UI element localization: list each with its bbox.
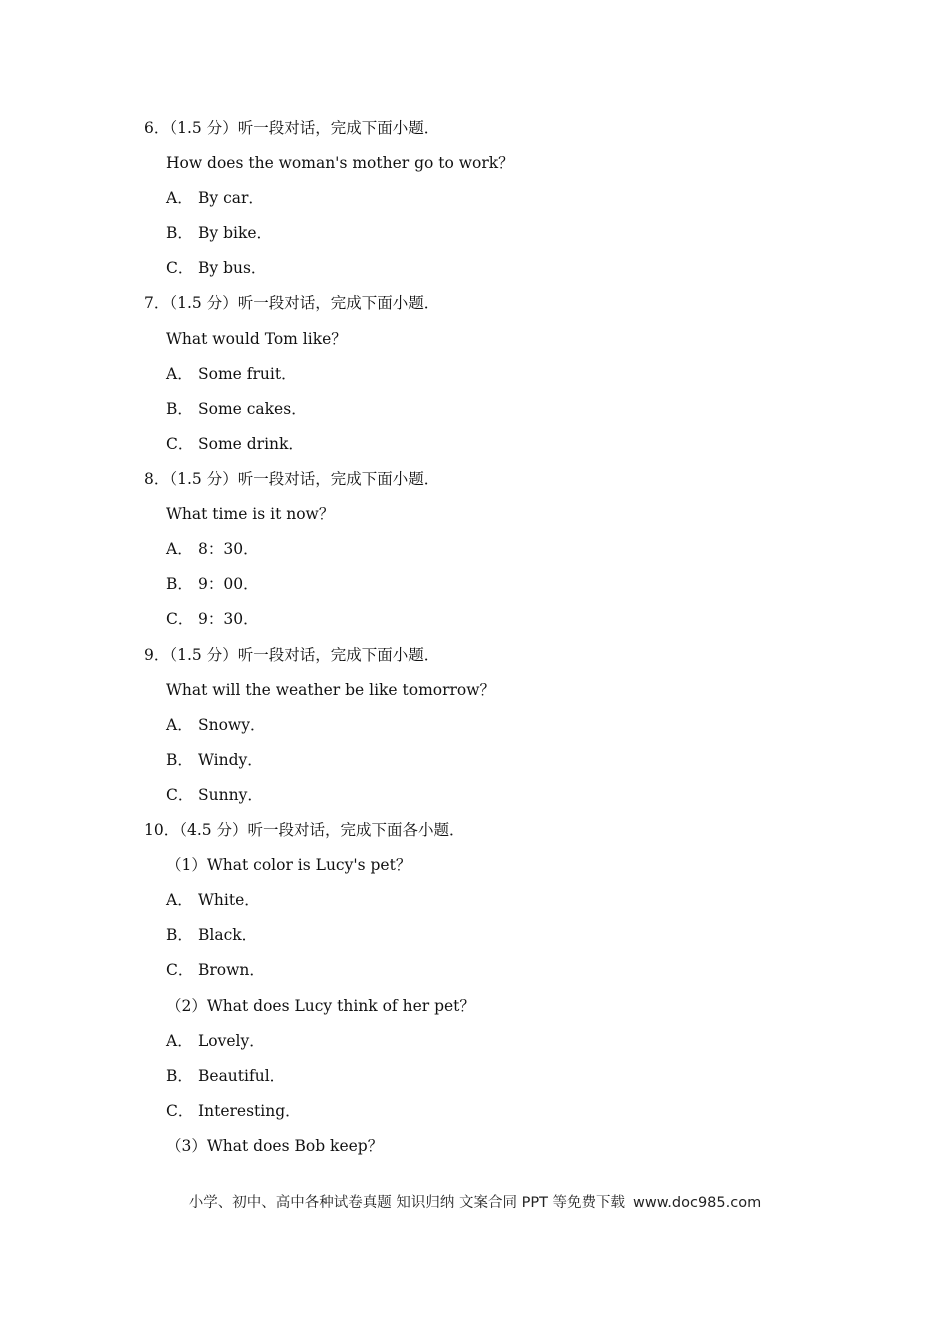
question-9-option-c[interactable] <box>166 785 263 805</box>
question-6-option-a[interactable] <box>166 188 264 208</box>
question-10-header: 10．（4.5 分）听一段对话，完成下面各小题． <box>144 821 465 839</box>
option-letter: A． <box>166 365 193 383</box>
question-6-header: 6．（1.5 分）听一段对话，完成下面小题． <box>144 119 440 137</box>
option-text: Brown． <box>198 961 265 979</box>
question-10-2-prompt: （2）What does Lucy think of her pet？ <box>166 997 475 1015</box>
question-8-header: 8．（1.5 分）听一段对话，完成下面小题． <box>144 470 440 488</box>
option-text: Lovely． <box>198 1032 265 1050</box>
option-text: Interesting． <box>198 1102 301 1120</box>
question-10-1-option-b[interactable] <box>166 925 257 945</box>
option-text: Sunny． <box>198 786 263 804</box>
option-letter: B． <box>166 751 193 769</box>
option-text: Snowy． <box>198 716 266 734</box>
option-text: By bike． <box>198 224 273 242</box>
question-7-option-b[interactable] <box>166 399 307 419</box>
option-text: 9：00． <box>198 575 259 593</box>
option-text: Some drink． <box>198 435 304 453</box>
option-letter: C． <box>166 961 194 979</box>
option-text: Some fruit． <box>198 365 297 383</box>
question-10-1-option-c[interactable] <box>166 960 265 980</box>
question-10-2-option-a[interactable] <box>166 1031 265 1051</box>
option-letter: A． <box>166 1032 193 1050</box>
option-text: Beautiful． <box>198 1067 286 1085</box>
option-text: Black． <box>198 926 258 944</box>
page-footer <box>0 1191 950 1212</box>
question-10-3-prompt: （3）What does Bob keep？ <box>166 1137 384 1155</box>
option-letter: B． <box>166 575 193 593</box>
option-letter: B． <box>166 1067 193 1085</box>
question-6-option-c[interactable] <box>166 258 266 278</box>
question-6-option-b[interactable] <box>166 223 272 243</box>
footer-text: 小学、初中、高中各种试卷真题 知识归纳 文案合同 PPT 等免费下载 <box>188 1195 626 1211</box>
question-10-2-option-b[interactable] <box>166 1066 285 1086</box>
question-6-prompt: How does the woman's mother go to work？ <box>166 154 514 172</box>
option-letter: A． <box>166 891 193 909</box>
option-letter: B． <box>166 926 193 944</box>
option-letter: A． <box>166 540 193 558</box>
option-text: 9：30． <box>198 610 259 628</box>
option-letter: C． <box>166 610 194 628</box>
option-text: By bus． <box>198 259 267 277</box>
option-text: 8：30． <box>198 540 259 558</box>
option-letter: C． <box>166 435 194 453</box>
question-9-option-a[interactable] <box>166 715 265 735</box>
question-7-prompt: What would Tom like？ <box>166 330 347 348</box>
question-8-option-a[interactable] <box>166 539 259 559</box>
option-letter: B． <box>166 224 193 242</box>
question-7-option-c[interactable] <box>166 434 304 454</box>
option-letter: B． <box>166 400 193 418</box>
question-9-option-b[interactable] <box>166 750 263 770</box>
question-8-option-b[interactable] <box>166 574 259 594</box>
option-text: Windy． <box>198 751 263 769</box>
option-letter: C． <box>166 786 194 804</box>
question-7-header: 7．（1.5 分）听一段对话，完成下面小题． <box>144 294 440 312</box>
question-7-option-a[interactable] <box>166 364 297 384</box>
question-10-1-option-a[interactable] <box>166 890 260 910</box>
question-10-1-prompt: （1）What color is Lucy's pet？ <box>166 856 412 874</box>
question-10-2-option-c[interactable] <box>166 1101 301 1121</box>
option-text: By car． <box>198 189 264 207</box>
option-text: Some cakes． <box>198 400 307 418</box>
option-text: White． <box>198 891 260 909</box>
question-9-header: 9．（1.5 分）听一段对话，完成下面小题． <box>144 646 440 664</box>
question-8-option-c[interactable] <box>166 609 259 629</box>
option-letter: C． <box>166 1102 194 1120</box>
option-letter: C． <box>166 259 194 277</box>
option-letter: A． <box>166 716 193 734</box>
footer-site-link[interactable]: www.doc985.com <box>633 1195 762 1211</box>
question-9-prompt: What will the weather be like tomorrow？ <box>166 681 496 699</box>
question-8-prompt: What time is it now？ <box>166 505 335 523</box>
option-letter: A． <box>166 189 193 207</box>
